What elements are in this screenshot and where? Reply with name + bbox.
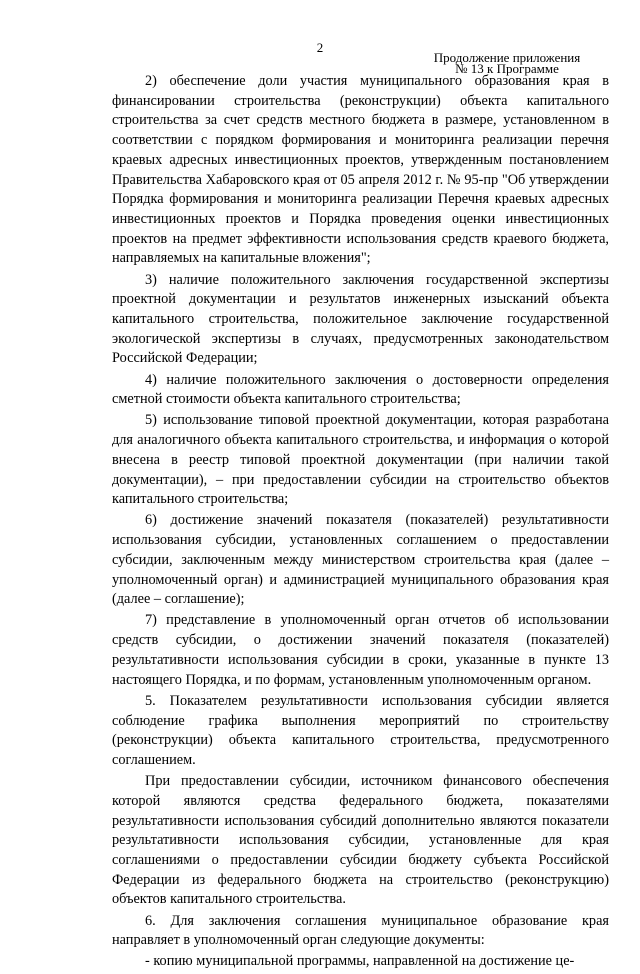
paragraph-item-4: 4) наличие положительного заключения о достоверности определения сметной стоимости объекта капитального строительства; <box>112 371 609 408</box>
paragraph-section-5: 5. Показателем результативности использования субсидии является соблюдение графика выполнения мероприятий по строительству (реконструкции) объекта капитального строительства, предусмотренного соглашением. <box>112 692 609 768</box>
paragraph-federal-funding: При предоставлении субсидии, источником финансового обеспечения которой являются средства федерального бюджета, показателями результативности использования субсидий дополнительно являются показатели результативности использования субсидии, установленные для края соглашениями о предоставлении субсидии бюджету субъекта Российской Федерации из федерального бюджета на строительство (реконструкцию) объектов капитального строительства. <box>112 773 609 908</box>
paragraph-item-6: 6) достижение значений показателя (показателей) результативности использования субсидии, установленных соглашением о предоставлении субсидии, заключенным между министерством строительства края (далее – уполномоченный орган) и администрацией муниципального образования края (далее – соглашение); <box>112 512 609 608</box>
appendix-note-line-1: Продолжение приложения <box>433 50 581 65</box>
paragraph-item-3: 3) наличие положительного заключения государственной экспертизы проектной документации и результатов инженерных изысканий объекта капитального строительства, положительное заключение государственной экологической экспертизы в случаях, предусмотренных законодательством Российской Федерации; <box>112 271 609 367</box>
paragraph-documents-list-item: - копию муниципальной программы, направленной на достижение це- <box>145 953 575 970</box>
appendix-note-line-2: № 13 к Программе <box>455 61 559 76</box>
paragraph-item-7: 7) представление в уполномоченный орган отчетов об использовании средств субсидии, о достижении значений показателя (показателей) результативности использования субсидии в сроки, указанные в пункте 13 настоящего Порядка, и по формам, установленным уполномоченным органом. <box>112 612 609 688</box>
paragraph-item-5: 5) использование типовой проектной документации, которая разработана для аналогичного объекта капитального строительства, и информация о которой внесена в реестр типовой проектной документации (при наличии такой документации), – при предоставлении субсидии на строительство объектов капитального строительства; <box>112 412 609 508</box>
paragraph-section-6: 6. Для заключения соглашения муниципальное образование края направляет в уполномоченный орган следующие документы: <box>112 912 609 949</box>
page-number: 2 <box>316 40 324 55</box>
document-body <box>112 72 609 974</box>
appendix-note <box>407 52 607 74</box>
paragraph-item-2: 2) обеспечение доли участия муниципального образования края в финансировании строительства (реконструкции) объекта капитального строительства за счет средств местного бюджета в размере, установленном в соответствии с порядком формирования и мониторинга реализации перечня краевых адресных инвестиционных проектов, утвержденным постановлением Правительства Хабаровского края от 05 апреля 2012 г. № 95-пр "Об утверждении Порядка формирования и мониторинга реализации Перечня краевых адресных инвестиционных проектов и Порядка проведения оценки инвестиционных проектов на предмет эффективности использования средств краевого бюджета, направляемых на капитальные вложения"; <box>112 73 609 267</box>
